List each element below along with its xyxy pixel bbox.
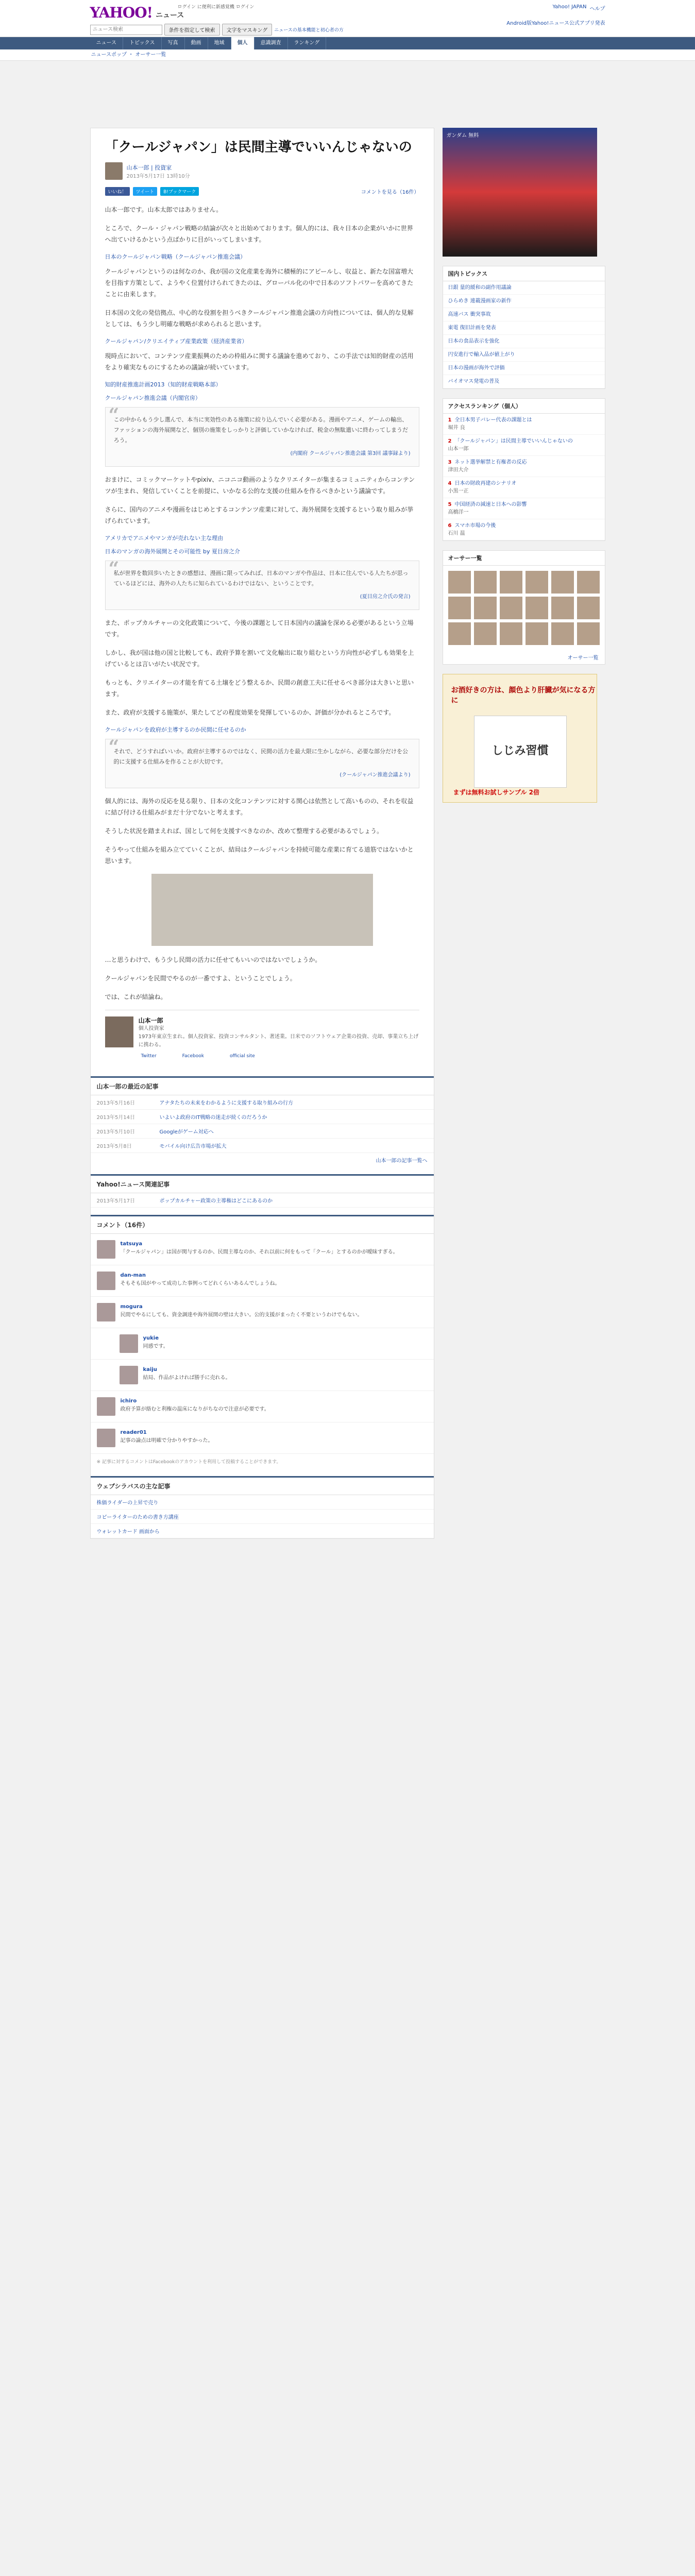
hatena-bookmark-button[interactable]: B!ブックマーク <box>160 187 199 196</box>
comment <box>91 1328 434 1360</box>
rank-number: 1 <box>448 417 452 423</box>
related-row[interactable] <box>91 1110 434 1124</box>
ad-banner-label: ガンダム 無料 <box>446 133 479 139</box>
comments-section <box>91 1215 434 1469</box>
search-bar <box>90 24 344 36</box>
rank-author[interactable]: 高橋洋一 <box>448 510 469 515</box>
comment <box>91 1391 434 1422</box>
quote-text: 私が世界を数回歩いたときの感想は、漫画に限ってみれば、日本のマンガや作品は、日本に住んでいる人たちが思っているほどには、海外の人たちに知られているわけではない、ということです。 <box>113 570 409 587</box>
paragraph: さらに、国内のアニメや漫画をはじめとするコンテンツ産業に対して、海外展開を支援するという取り組みが挙げられています。 <box>105 506 414 524</box>
sidebar-ad-banner[interactable] <box>443 128 597 257</box>
author-face[interactable] <box>448 597 471 619</box>
rank-title[interactable]: 全日本男子バレー代表の課題とは <box>454 417 532 423</box>
quote-source[interactable]: (内閣府 クールジャパン推進会議 第3回 議事録より) <box>290 451 411 456</box>
related-news <box>91 1174 434 1208</box>
commenter-avatar[interactable] <box>120 1334 138 1353</box>
article-link[interactable]: 日本のマンガの海外展開とその可能性 by 夏目房之介 <box>105 548 240 555</box>
paragraph: 個人的には、海外の反応を見る限り、日本の文化コンテンツに対する関心は依然として高いものの、それを収益に結び付ける仕組みがまだ十分でないと考えます。 <box>105 798 414 816</box>
nav-item[interactable]: ニュース <box>90 37 124 49</box>
quote-source[interactable]: (夏目房之介氏の発言) <box>360 594 411 600</box>
author-face[interactable] <box>448 571 471 594</box>
commenter-avatar[interactable] <box>97 1429 115 1447</box>
article <box>91 128 434 1069</box>
access-ranking-item[interactable] <box>443 498 605 519</box>
comments-heading: コメント（16件） <box>91 1216 434 1234</box>
related-title[interactable]: Googleがゲーム対応へ <box>159 1129 214 1135</box>
author-face[interactable] <box>577 622 600 645</box>
article-date: 2013年5月17日 13時10分 <box>126 173 190 179</box>
rank-title[interactable]: 日本の財政再建のシナリオ <box>454 481 517 486</box>
sidebar <box>443 128 605 812</box>
article-link[interactable]: クールジャパン/クリエイティブ産業政策（経済産業省） <box>105 338 248 345</box>
comment-body <box>121 1303 363 1321</box>
nav-item[interactable]: 個人 <box>231 37 255 49</box>
ad-product-name: しじみ習慣 <box>491 744 549 757</box>
commenter-avatar[interactable] <box>97 1272 115 1290</box>
author-face[interactable] <box>500 597 522 619</box>
author-face[interactable] <box>526 622 548 645</box>
paragraph: また、政府が支援する施策が、果たしてどの程度効果を発揮しているのか、評価が分かれるところです。 <box>105 709 395 716</box>
related-title[interactable]: いよいよ政府のIT戦略の迷走が続くのだろうか <box>159 1115 267 1121</box>
author-face[interactable] <box>526 597 548 619</box>
comment-body <box>121 1272 280 1290</box>
related-row[interactable] <box>91 1124 434 1139</box>
author-name[interactable]: 山本一郎 | 投資家 <box>126 164 172 171</box>
topic-item[interactable]: 東電 復旧計画を発表 <box>443 321 605 335</box>
search-advanced-button[interactable]: 条件を指定して検索 <box>164 24 220 36</box>
blockquote <box>105 736 419 788</box>
facebook-like-button[interactable]: いいね！ <box>105 187 130 196</box>
author-social-links <box>105 1049 419 1059</box>
nav-item[interactable]: トピックス <box>123 37 162 49</box>
comment-text: 記事の論点は明確で分かりやすかった。 <box>120 1438 213 1444</box>
author-facebook-link[interactable]: Facebook <box>182 1054 204 1059</box>
top-link-help[interactable]: ヘルプ <box>589 6 605 12</box>
main-column <box>90 128 434 1539</box>
nav-item[interactable]: 写真 <box>162 37 185 49</box>
access-ranking-box <box>443 398 605 541</box>
comment <box>91 1265 434 1297</box>
quote-mark-icon: “ <box>108 736 120 758</box>
related-date: 2013年5月16日 <box>96 1100 135 1106</box>
related-row[interactable] <box>91 1139 434 1153</box>
paragraph: また、ポップカルチャーの文化政策について、今後の課題として日本国内の議論を深める必要があるという立場です。 <box>105 619 414 638</box>
blockquote <box>105 404 419 467</box>
sidebar-ad-supplement[interactable] <box>443 674 597 803</box>
commenter-name[interactable]: tatsuya <box>120 1241 143 1247</box>
site-logo[interactable] <box>90 4 184 22</box>
comment-body <box>121 1429 213 1447</box>
commenter-name[interactable]: mogura <box>120 1304 143 1310</box>
sub-nav <box>0 49 695 61</box>
paragraph: そうやって仕組みを組み立てていくことが、結局はクールジャパンを持続可能な産業に育てる道筋ではないかと思います。 <box>105 846 414 865</box>
ranking-title[interactable]: コピーライターのための書き方講座 <box>96 1515 179 1520</box>
nav-item[interactable]: 動画 <box>185 37 208 49</box>
logo-news[interactable]: ニュース <box>155 11 184 20</box>
author-face[interactable] <box>577 571 600 594</box>
rank-number: 6 <box>448 523 452 529</box>
author-face[interactable] <box>448 622 471 645</box>
ranking-row[interactable] <box>91 1495 434 1510</box>
paragraph: 日本国の文化の発信拠点、中心的な役割を担うべきクールジャパン推進会議の方向性については、個人的な見解としては、もう少し明確な戦略が求められると思います。 <box>105 309 414 328</box>
comment-body <box>143 1366 231 1384</box>
paragraph: そうした状況を踏まえれば、国として何を支援すべきなのか、改めて整理する必要があるでしょう。 <box>105 827 383 835</box>
rank-author[interactable]: 山本一郎 <box>448 446 469 452</box>
blockquote <box>105 558 419 610</box>
author-face[interactable] <box>551 571 574 594</box>
paragraph: ところで、クール・ジャパン戦略の結論が次々と出始めております。個人的には、我々日本の企業がいかに世界へ出ていけるかという点ばかりに目がいってしまいます。 <box>105 225 413 243</box>
commenter-avatar[interactable] <box>120 1366 138 1384</box>
article-link[interactable]: 知的財産推進計画2013（知的財産戦略本部） <box>105 381 222 388</box>
paragraph: もっとも、クリエイターの才能を育てる土壌をどう整えるか、民間の創意工夫に任せるべき部分は大きいと思います。 <box>105 679 414 698</box>
author-face[interactable] <box>474 622 497 645</box>
topic-item[interactable]: 日本の漫画が海外で評価 <box>443 362 605 375</box>
android-app-link[interactable]: Android版Yahoo!ニュース公式アプリ発表 <box>506 21 605 26</box>
related-title[interactable]: アナタたちの未来をわかるように支援する取り組みの行方 <box>159 1100 293 1106</box>
author-face[interactable] <box>577 597 600 619</box>
article-image <box>151 874 373 946</box>
author-box-name[interactable]: 山本一郎 <box>138 1017 163 1024</box>
nav-list <box>90 37 605 49</box>
paragraph: …と思うわけで、もう少し民間の活力に任せてもいいのではないでしょうか。 <box>105 956 321 963</box>
related-articles <box>91 1076 434 1167</box>
access-ranking-heading: アクセスランキング（個人） <box>443 399 605 414</box>
topic-item[interactable]: 日本の食品表示を強化 <box>443 335 605 348</box>
tagline: ログイン に便利に新感覚機 ログイン <box>177 5 255 10</box>
search-mask-button[interactable]: 文字をマスキング <box>222 24 273 36</box>
author-face[interactable] <box>551 622 574 645</box>
paragraph: おまけに、コミックマーケットやpixiv、ニコニコ動画のようなクリエイターが集まるコミュニティからコンテンツが生まれ、発信していくことを前提に、いかなる公的な支援の仕組みを作るべきかという議論です。 <box>105 476 415 495</box>
comment-body <box>143 1334 168 1353</box>
search-help-link[interactable]: ニュースの基本機能と初心者の方 <box>274 28 344 33</box>
rank-author[interactable]: 石川 温 <box>448 531 465 536</box>
author-face[interactable] <box>526 571 548 594</box>
share-bar <box>105 187 419 196</box>
comment-text: 民間でやるにしても、資金調達や海外展開の壁は大きい。公的支援がまったく不要というわけでもない。 <box>120 1312 363 1318</box>
commenter-avatar[interactable] <box>97 1397 115 1416</box>
author-box-bio: 1973年東京生まれ。個人投資家、投資コンサルタント、著述業。日米でのソフトウェア企業の投資、売却、事業立ち上げに携わる。 <box>138 1034 419 1048</box>
ranking-title[interactable]: ウォレットカード 画面から <box>96 1529 160 1535</box>
related-news-heading: Yahoo!ニュース関連記事 <box>91 1176 434 1193</box>
access-ranking-item[interactable] <box>443 456 605 477</box>
related-heading: 山本一郎の最近の記事 <box>91 1078 434 1095</box>
authors-more-link[interactable]: オーサー一覧 <box>567 655 599 661</box>
author-twitter-link[interactable]: Twitter <box>141 1054 157 1059</box>
author-face[interactable] <box>500 571 522 594</box>
authors-box <box>443 550 605 665</box>
commenter-name[interactable]: reader01 <box>120 1430 147 1435</box>
topics-heading: 国内トピックス <box>443 266 605 281</box>
comment-text: 結局、作品がよければ勝手に売れる。 <box>143 1375 231 1381</box>
author-photo[interactable] <box>105 1016 133 1047</box>
rank-title[interactable]: ネット選挙解禁と有権者の反応 <box>454 460 527 465</box>
tweet-button[interactable]: ツイート <box>133 187 158 196</box>
related-row[interactable] <box>91 1095 434 1110</box>
commenter-avatar[interactable] <box>97 1240 115 1259</box>
nav-item[interactable]: 地域 <box>208 37 231 49</box>
author-box <box>105 1010 419 1049</box>
related-title[interactable]: ポップカルチャー政策の主導権はどこにあるのか <box>159 1198 273 1204</box>
nav-item[interactable]: 意識調査 <box>255 37 288 49</box>
paragraph: クールジャパンを民間でやるのが一番ですよ、ということでしょう。 <box>105 975 296 982</box>
commenter-name[interactable]: yukie <box>143 1335 159 1341</box>
article-link[interactable]: クールジャパンを政府が主導するのか民間に任せるのか <box>105 726 246 733</box>
article-link[interactable]: クールジャパン推進会議（内閣官房） <box>105 395 201 401</box>
rank-title[interactable]: スマホ市場の今後 <box>454 523 496 529</box>
quote-text: それで、どうすればいいか。政府が主導するのではなく、民間の活力を最大限に生かしながら、必要な部分だけを公的に支援する仕組みを作ることが大切です。 <box>113 748 409 765</box>
commenter-name[interactable]: ichiro <box>120 1398 137 1404</box>
ranking-row[interactable] <box>91 1524 434 1538</box>
commenter-name[interactable]: dan-man <box>120 1273 146 1278</box>
topic-item[interactable]: 円安進行で輸入品が値上がり <box>443 348 605 362</box>
ad-headline: お酒好きの方は、顔色より肝臓が気になる方に <box>451 686 596 705</box>
topics-box <box>443 266 605 389</box>
ad-product-image <box>474 716 567 788</box>
rank-number: 3 <box>448 460 452 465</box>
rank-number: 5 <box>448 502 452 507</box>
search-input[interactable] <box>90 25 162 35</box>
rank-author[interactable]: 小黒一正 <box>448 488 469 494</box>
related-date: 2013年5月8日 <box>96 1144 132 1149</box>
breadcrumb[interactable]: ニュースポップ ・ オーサー一覧 <box>91 52 166 58</box>
related-title[interactable]: モバイル向け広告市場が拡大 <box>159 1144 227 1149</box>
comment-text: 「クールジャパン」は国が関与するのか、民間主導なのか、それ以前に何をもって「クール」とするのかが曖昧すぎる。 <box>120 1249 398 1255</box>
related-row[interactable] <box>91 1193 434 1208</box>
comment-count-link[interactable]: コメントを見る（16件） <box>361 190 419 195</box>
article-link[interactable]: アメリカでアニメやマンガが売れない主な理由 <box>105 535 224 541</box>
quote-source[interactable]: (クールジャパン推進会議より) <box>340 772 411 778</box>
top-links <box>553 4 605 12</box>
author-avatar[interactable] <box>105 162 123 180</box>
rank-number: 4 <box>448 481 452 486</box>
rank-number: 2 <box>448 438 452 444</box>
main-nav <box>0 37 695 49</box>
comment <box>91 1360 434 1391</box>
quote-text: この中からもう少し選んで、本当に実効性のある施策に絞り込んでいく必要がある。漫画やアニメ、ゲームの輸出、ファッションの海外展開など、個別の施策をしっかりと評価していかなければ、税金の無駄遣いに終わってしまうだろう。 <box>113 416 408 444</box>
comment <box>91 1234 434 1265</box>
related-date: 2013年5月14日 <box>96 1115 135 1121</box>
author-face[interactable] <box>474 571 497 594</box>
access-ranking-item[interactable] <box>443 435 605 456</box>
access-ranking-item[interactable] <box>443 519 605 540</box>
rank-title[interactable]: 「クールジャパン」は民間主導でいいんじゃないの <box>454 438 573 444</box>
comment <box>91 1422 434 1454</box>
article-title: 「クールジャパン」は民間主導でいいんじゃないの <box>105 140 412 155</box>
related-more-link[interactable]: 山本一郎の記事一覧へ <box>376 1158 428 1164</box>
article-link[interactable]: 日本のクールジャパン戦略（クールジャパン推進会議） <box>105 253 246 260</box>
topic-item[interactable]: ひらめき 連載漫画家の新作 <box>443 295 605 308</box>
rank-author[interactable]: 津田大介 <box>448 467 469 473</box>
paragraph: 山本一郎です。山本太郎ではありません。 <box>105 206 223 213</box>
comment-text: 同感です。 <box>143 1344 168 1349</box>
author-box-role: 個人投資家 <box>138 1026 164 1031</box>
ranking-row[interactable] <box>91 1510 434 1524</box>
related-date: 2013年5月10日 <box>96 1129 135 1135</box>
access-ranking-item[interactable] <box>443 414 605 435</box>
paragraph: 現時点において、コンテンツ産業振興のための枠組みに関する議論を進めており、この手法では知的財産の活用をより確実なものにするための議論が続いています。 <box>105 352 414 371</box>
logo-yahoo[interactable]: YAHOO! <box>90 4 152 21</box>
ranking-heading: ウェブシラバスの主な記事 <box>91 1478 434 1495</box>
top-link-yahoo[interactable]: Yahoo! JAPAN <box>552 4 587 10</box>
author-face[interactable] <box>474 597 497 619</box>
author-face[interactable] <box>551 597 574 619</box>
topic-item[interactable]: 日銀 量的緩和の副作用議論 <box>443 281 605 295</box>
topic-item[interactable]: バイオマス発電の普及 <box>443 375 605 388</box>
paragraph: クールジャパンというのは何なのか、我が国の文化産業を海外に積極的にアピールし、収益と、新たな国富増大を目指す方策として、ようやく位置付けられてきたのは、グローバル化の中で日本のソフトパワーを高めてきたことに由来します。 <box>105 268 414 298</box>
author-face[interactable] <box>500 622 522 645</box>
comment <box>91 1297 434 1328</box>
ranking-section <box>91 1476 434 1538</box>
comment-body <box>121 1240 398 1259</box>
topic-item[interactable]: 高速バス 衝突事故 <box>443 308 605 321</box>
quote-mark-icon: “ <box>108 558 120 580</box>
quote-mark-icon: “ <box>108 404 120 426</box>
ad-offer: まずは無料お試しサンプル 2倍 <box>453 789 539 796</box>
rank-title[interactable]: 中国経済の減速と日本への影響 <box>454 502 527 507</box>
comment-text: そもそも国がやって成功した事例ってどれくらいあるんでしょうね。 <box>120 1281 280 1286</box>
access-ranking-item[interactable] <box>443 477 605 498</box>
ranking-title[interactable]: 株価ライダーの上昇で売り <box>96 1500 159 1506</box>
comments-note: ※ 記事に対するコメントはFacebookのアカウントを利用して投稿することができます。 <box>96 1460 281 1465</box>
nav-item[interactable]: ランキング <box>288 37 327 49</box>
commenter-name[interactable]: kaiju <box>143 1367 157 1372</box>
comment-text: 政府予算が絡むと利権の温床になりがちなので注意が必要です。 <box>120 1406 269 1412</box>
site-header <box>0 0 695 37</box>
comment-body <box>121 1397 269 1416</box>
paragraph: しかし、我が国は他の国と比較しても、政府予算を割いて文化輸出に取り組むという方向性が必ずしも効果を上げているとは言いがたい状況です。 <box>105 649 414 668</box>
author-site-link[interactable]: official site <box>229 1054 255 1059</box>
commenter-avatar[interactable] <box>97 1303 115 1321</box>
byline <box>105 162 419 180</box>
paragraph: では、これが結論ね。 <box>105 993 167 1001</box>
authors-heading: オーサー一覧 <box>443 551 605 566</box>
rank-author[interactable]: 堀井 良 <box>448 425 465 431</box>
related-date: 2013年5月17日 <box>96 1198 135 1204</box>
